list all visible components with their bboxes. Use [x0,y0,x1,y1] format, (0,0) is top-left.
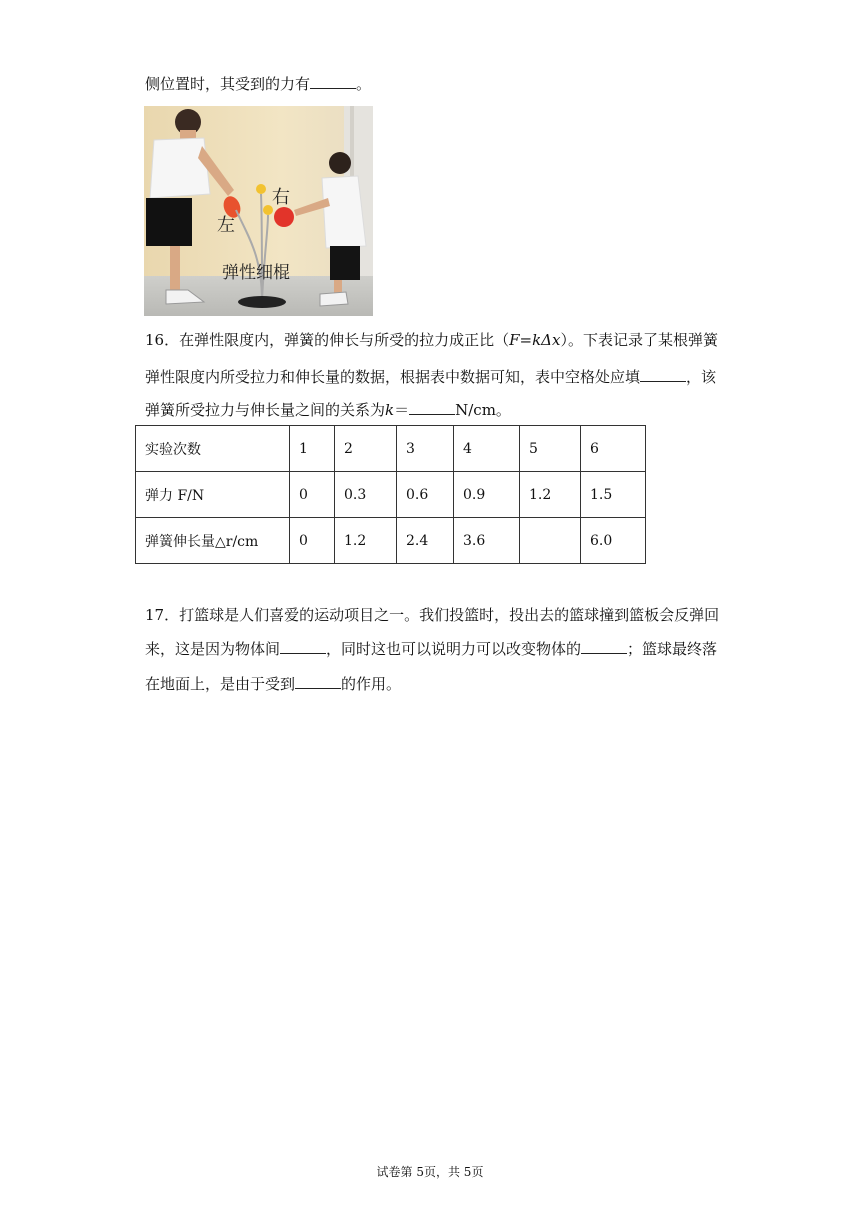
answer-blank[interactable] [581,638,627,654]
table-tennis-trainer-photo [144,106,373,316]
q16-line-1: 16．在弹性限度内，弹簧的伸长与所受的拉力成正比（F=kΔx）。下表记录了某根弹簧 [145,331,718,349]
q16-line-2: 弹性限度内所受拉力和伸长量的数据，根据表中数据可知，表中空格处应填 ，该 [145,368,717,386]
table-row: 弹力 F/N 0 0.3 0.6 0.9 1.2 1.5 [136,472,646,518]
q15-line-end: 侧位置时，其受到的力有 。 [145,75,372,93]
q17-line-1: 17．打篮球是人们喜爱的运动项目之一。我们投篮时，投出去的篮球撞到篮板会反弹回 [145,606,720,624]
q16-line-3: 弹簧所受拉力与伸长量之间的关系为k＝ N/cm。 [145,401,511,419]
answer-blank[interactable] [295,673,341,689]
q17-line-3: 在地面上，是由于受到 的作用。 [145,675,402,693]
answer-blank[interactable] [640,366,686,382]
q17-line-2: 来，这是因为物体间 ，同时这也可以说明力可以改变物体的 ；篮球最终落 [145,640,718,658]
formula: F=kΔx [509,331,561,349]
label-left: 左 [217,215,235,236]
answer-blank[interactable] [310,73,356,89]
data-table [135,425,646,564]
label-right: 右 [272,187,290,208]
table-row: 实验次数 1 2 3 4 5 6 [136,426,646,472]
empty-cell[interactable] [520,518,581,564]
answer-blank[interactable] [409,399,455,415]
answer-blank[interactable] [280,638,326,654]
page-footer: 试卷第 5页，共 5页 [376,1165,484,1179]
label-rod: 弹性细棍 [222,263,290,283]
table-row: 弹簧伸长量△r/cm 0 1.2 2.4 3.6 6.0 [136,518,646,564]
